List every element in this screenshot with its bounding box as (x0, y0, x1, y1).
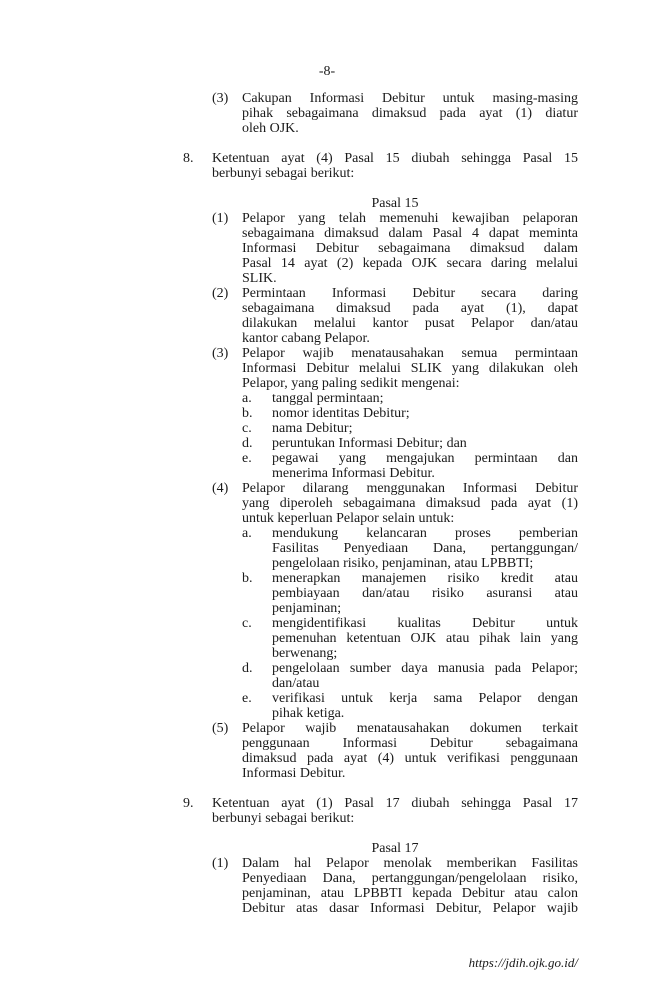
item-label: a. (242, 526, 252, 541)
blank-line (0, 181, 654, 196)
text-line: oleh OJK. (242, 121, 299, 136)
text-line: berwenang; (272, 646, 338, 661)
text-line: SLIK. (242, 271, 277, 286)
text-line: menerima Informasi Debitur. (272, 466, 435, 481)
ayat-paragraph (0, 856, 654, 916)
item-label: (3) (212, 91, 229, 106)
text-line: Pasal 15 (371, 196, 419, 211)
text-line: Ketentuan ayat (1) Pasal 17 diubah sehingga Pasal 17 (212, 796, 578, 811)
text-line: untuk keperluan Pelapor selain untuk: (242, 511, 455, 526)
text-line: verifikasi untuk kerja sama Pelapor dengan (272, 691, 578, 706)
letter-item (0, 691, 654, 721)
text-line: Informasi Debitur sebagaimana dimaksud dalam (242, 241, 578, 256)
text-line: Pasal 14 ayat (2) kepada OJK secara daring melalui (242, 256, 578, 271)
ayat-paragraph (0, 91, 654, 136)
item-label: c. (242, 616, 252, 631)
item-label: e. (242, 691, 252, 706)
item-label: (1) (212, 856, 229, 871)
item-label: (1) (212, 211, 229, 226)
item-label: b. (242, 406, 253, 421)
document-body (0, 91, 654, 916)
ayat-paragraph (0, 481, 654, 526)
letter-item (0, 526, 654, 571)
item-label: a. (242, 391, 252, 406)
ayat-paragraph (0, 346, 654, 391)
ayat-paragraph (0, 286, 654, 346)
article-heading (0, 841, 654, 856)
blank-line (0, 826, 654, 841)
text-line: peruntukan Informasi Debitur; dan (272, 436, 467, 451)
letter-item (0, 391, 654, 406)
text-line: Ketentuan ayat (4) Pasal 15 diubah sehingga Pasal 15 (212, 151, 578, 166)
text-line: Pasal 17 (371, 841, 419, 856)
letter-item (0, 616, 654, 661)
text-line: berbunyi sebagai berikut: (212, 811, 355, 826)
item-label: (5) (212, 721, 229, 736)
text-line: dilakukan melalui kantor pusat Pelapor dan/atau (242, 316, 578, 331)
blank-line (0, 781, 654, 796)
article-heading (0, 196, 654, 211)
text-line: yang diperoleh sebagaimana dimaksud pada ayat (1) (242, 496, 578, 511)
text-line: sebagaimana dimaksud pada ayat (1), dapat (242, 301, 578, 316)
text-line: menerapkan manajemen risiko kredit atau (272, 571, 578, 586)
item-label: d. (242, 436, 253, 451)
text-line: penggunaan Informasi Debitur sebagaimana (242, 736, 578, 751)
letter-item (0, 421, 654, 436)
letter-item (0, 451, 654, 481)
item-label: b. (242, 571, 253, 586)
text-line: penjaminan, atau LPBBTI kepada Debitur atau calon (242, 886, 578, 901)
blank-line (0, 136, 654, 151)
text-line: pegawai yang mengajukan permintaan dan (272, 451, 578, 466)
text-line: Dalam hal Pelapor menolak memberikan Fasilitas (242, 856, 578, 871)
letter-item (0, 571, 654, 616)
text-line: pihak sebagaimana dimaksud pada ayat (1) diatur (242, 106, 578, 121)
numbered-item (0, 151, 654, 181)
text-line: Debitur atas dasar Informasi Debitur, Pelapor wajib (242, 901, 578, 916)
ayat-paragraph (0, 721, 654, 781)
text-line: Pelapor wajib menatausahakan dokumen terkait (242, 721, 578, 736)
text-line: Informasi Debitur. (242, 766, 346, 781)
text-line: pembiayaan dan/atau risiko asuransi atau (272, 586, 578, 601)
text-line: dan/atau (272, 676, 320, 691)
item-label: (4) (212, 481, 229, 496)
text-line: Pelapor yang telah memenuhi kewajiban pelaporan (242, 211, 578, 226)
page-number: -8- (318, 64, 336, 79)
footer-url[interactable]: https://jdih.ojk.go.id/ (468, 955, 578, 970)
text-line: Pelapor dilarang menggunakan Informasi Debitur (242, 481, 578, 496)
item-label: 9. (183, 796, 194, 811)
letter-item (0, 661, 654, 691)
text-line: sebagaimana dimaksud dalam Pasal 4 dapat meminta (242, 226, 578, 241)
item-label: d. (242, 661, 253, 676)
text-line: Pelapor, yang paling sedikit mengenai: (242, 376, 460, 391)
text-line: Penyediaan Dana, pertanggungan/pengelolaan risiko, (242, 871, 578, 886)
text-line: pemenuhan ketentuan OJK atau pihak lain yang (272, 631, 578, 646)
text-line: berbunyi sebagai berikut: (212, 166, 355, 181)
letter-item (0, 406, 654, 421)
text-line: Pelapor wajib menatausahakan semua permintaan (242, 346, 578, 361)
text-line: pengelolaan sumber daya manusia pada Pelapor; (272, 661, 578, 676)
text-line: Informasi Debitur melalui SLIK yang dilakukan oleh (242, 361, 578, 376)
item-label: c. (242, 421, 252, 436)
text-line: dimaksud pada ayat (4) untuk verifikasi penggunaan (242, 751, 578, 766)
ayat-paragraph (0, 211, 654, 286)
text-line: pihak ketiga. (272, 706, 345, 721)
text-line: nama Debitur; (272, 421, 353, 436)
item-label: (3) (212, 346, 229, 361)
text-line: nomor identitas Debitur; (272, 406, 410, 421)
text-line: mengidentifikasi kualitas Debitur untuk (272, 616, 578, 631)
text-line: Cakupan Informasi Debitur untuk masing-masing (242, 91, 578, 106)
text-line: Fasilitas Penyediaan Dana, pertanggungan/ (272, 541, 578, 556)
item-label: (2) (212, 286, 229, 301)
letter-item (0, 436, 654, 451)
text-line: kantor cabang Pelapor. (242, 331, 370, 346)
text-line: tanggal permintaan; (272, 391, 384, 406)
text-line: pengelolaan risiko, penjaminan, atau LPBBTI; (272, 556, 534, 571)
numbered-item (0, 796, 654, 826)
item-label: e. (242, 451, 252, 466)
text-line: penjaminan; (272, 601, 342, 616)
text-line: Permintaan Informasi Debitur secara daring (242, 286, 578, 301)
item-label: 8. (183, 151, 194, 166)
text-line: mendukung kelancaran proses pemberian (272, 526, 578, 541)
